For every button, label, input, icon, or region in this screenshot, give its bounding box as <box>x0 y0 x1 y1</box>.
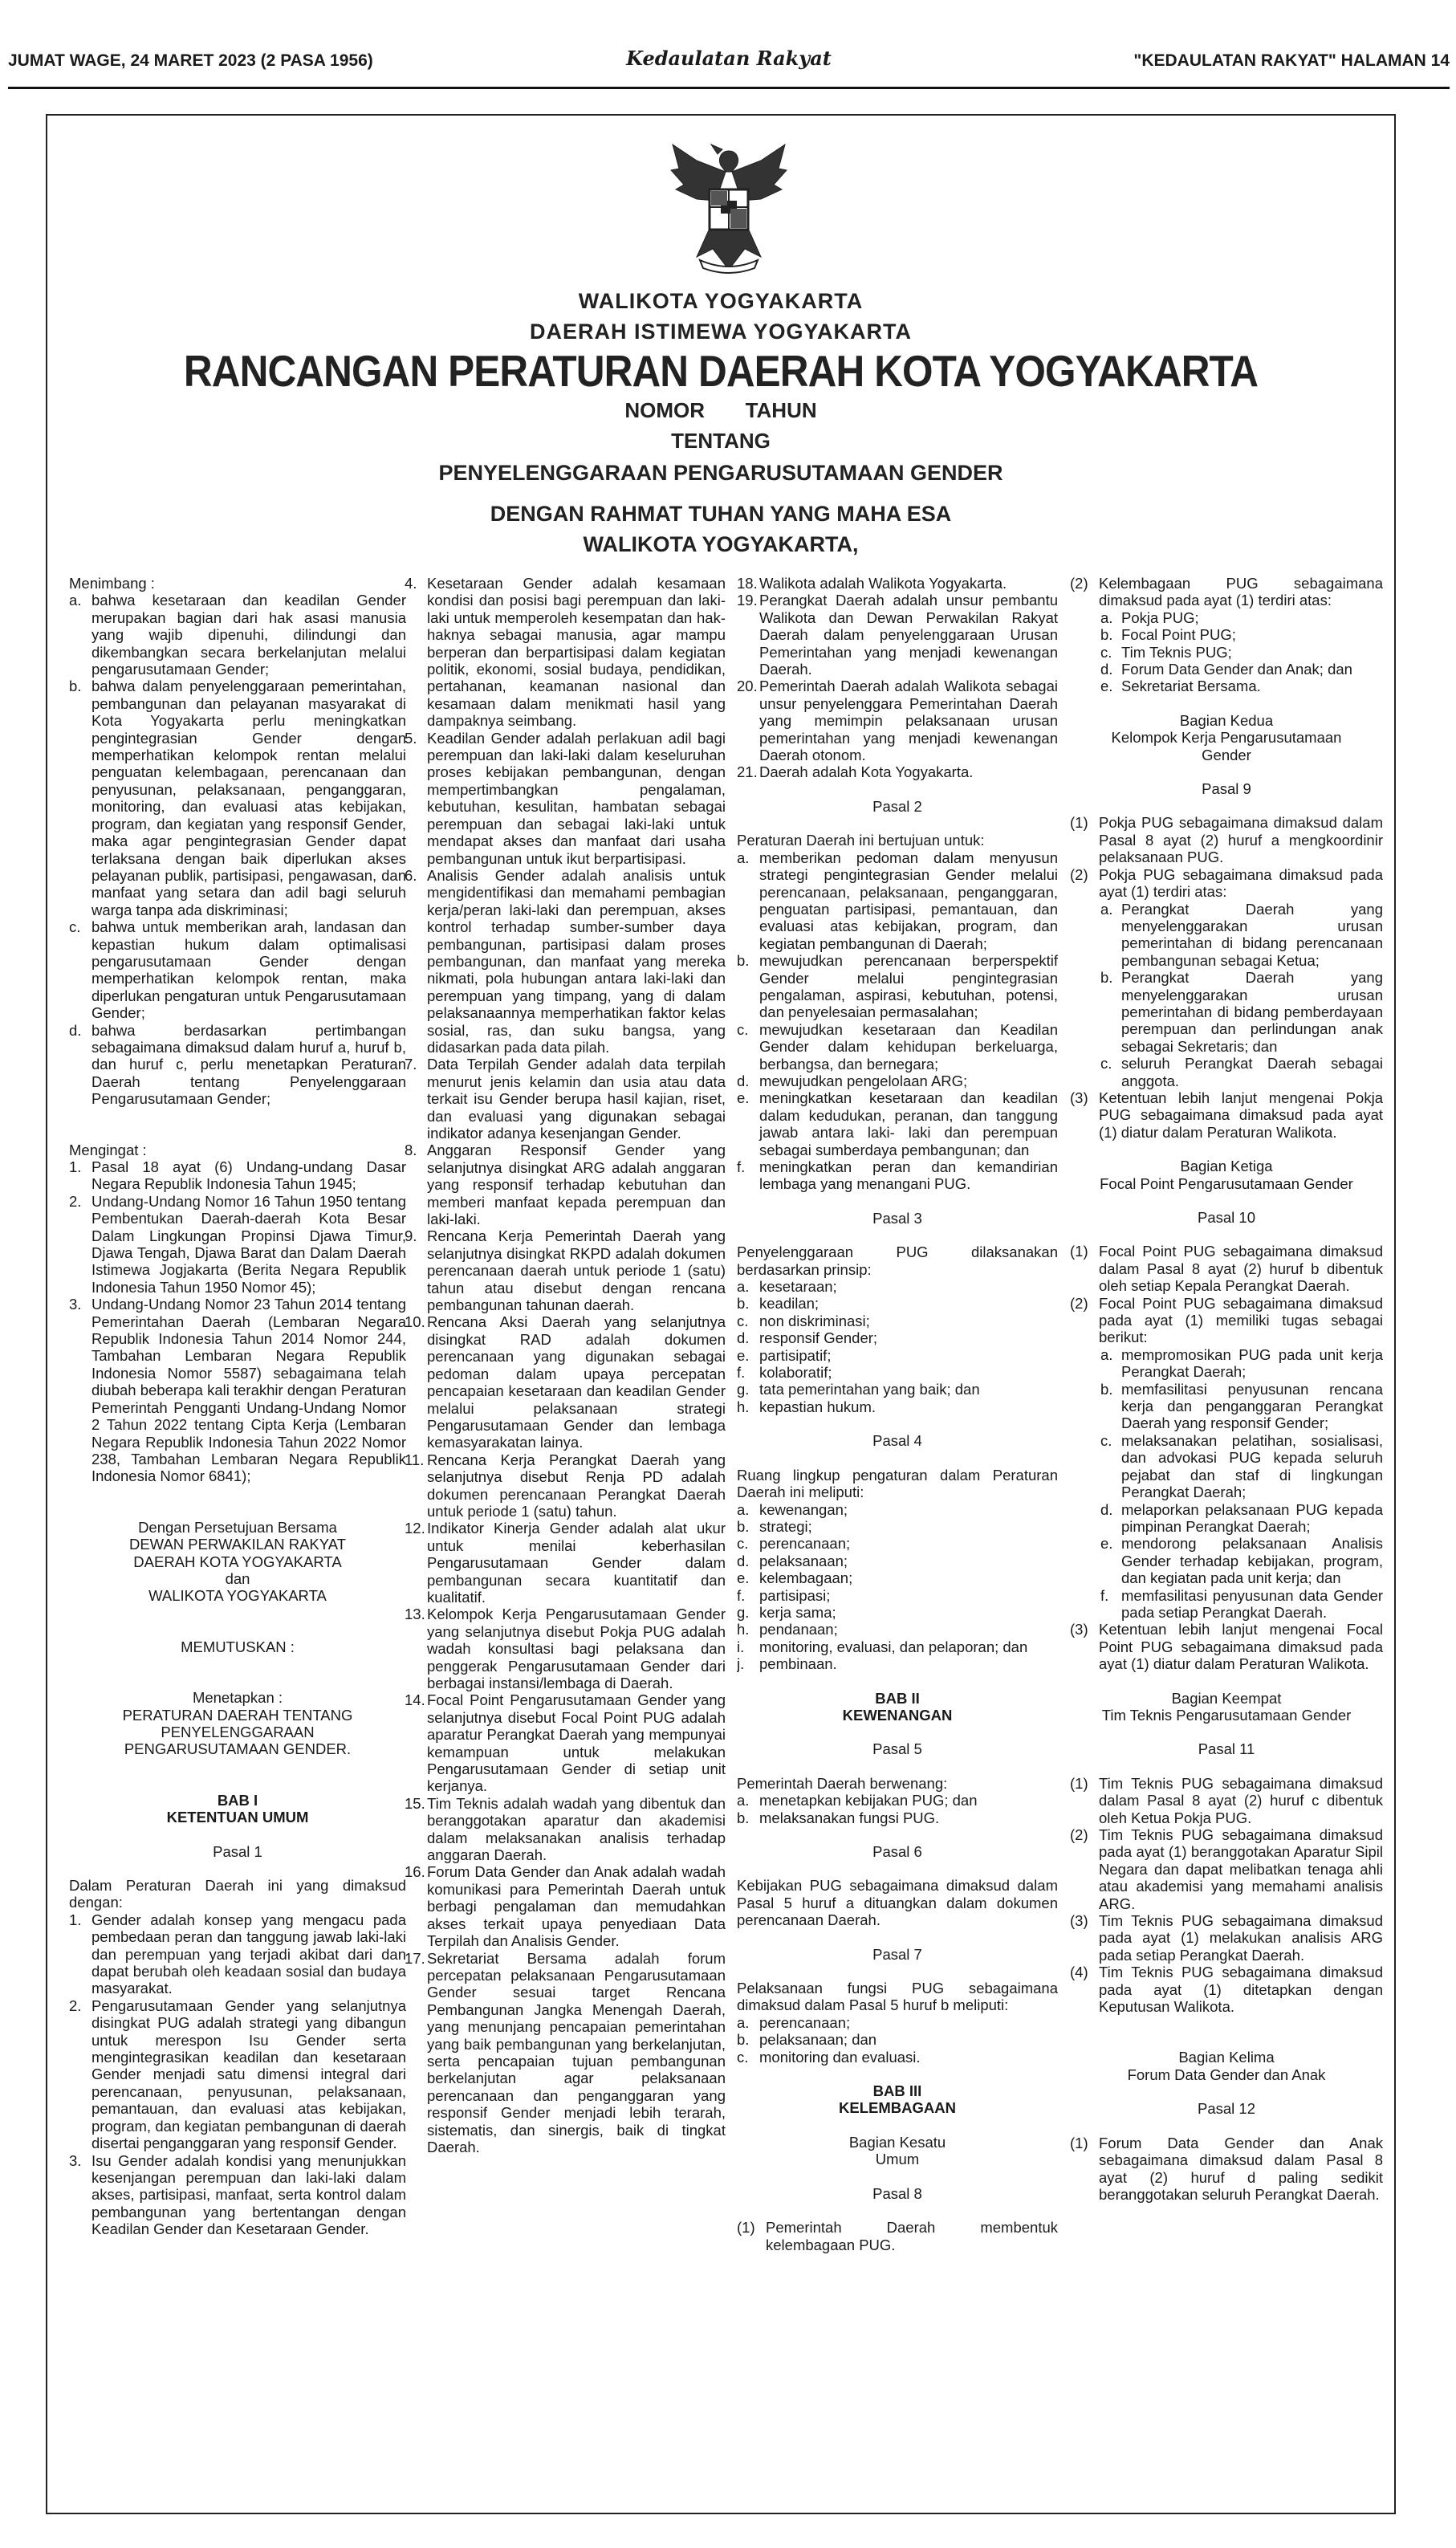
list-item: c. bahwa untuk memberikan arah, landasan dan kepastian hukum dalam optimalisasi pengarusutamaan Gender dengan memperhatikan kelompok rentan, maka diperlukan pengaturan untuk Pengarusutamaan Gender; <box>69 918 406 1022</box>
article-number: Pasal 7 <box>872 1945 922 1963</box>
list-item: e. kelembagaan; <box>737 1569 853 1587</box>
section-number: Bagian Kesatu <box>848 2133 946 2151</box>
section-title: Forum Data Gender dan Anak <box>1127 2066 1326 2083</box>
list-item: f. partisipasi; <box>737 1586 831 1604</box>
article-number: Pasal 11 <box>1198 1740 1255 1758</box>
list-item: a. menetapkan kebijakan PUG; dan <box>737 1792 978 1809</box>
article-intro: Pelaksanaan fungsi PUG sebagaimana dimaksud dalam Pasal 5 huruf b meliputi: <box>737 1980 1058 2014</box>
persetujuan-line: WALIKOTA YOGYAKARTA <box>148 1587 327 1605</box>
list-item: c. mewujudkan kesetaraan dan Keadilan Gender dalam kehidupan berkeluarga, berbangsa, dan bernegara; <box>737 1020 1058 1073</box>
list-item: 13. Kelompok Kerja Pengarusutamaan Gender yang selanjutnya disebut Pokja PUG adalah wadah konsultasi bagi pelaksana dan penggerak Pengarusutamaan Gender dari berbagai instansi/lembaga di Daerah. <box>405 1606 726 1691</box>
persetujuan-line: dan <box>225 1569 250 1587</box>
list-item: 1. Pasal 18 ayat (6) Undang-undang Dasar Negara Republik Indonesia Tahun 1945; <box>69 1158 406 1193</box>
section-title: Kelompok Kerja Pengarusutamaan <box>1111 729 1342 747</box>
list-item: d. Forum Data Gender dan Anak; dan <box>1100 661 1352 678</box>
list-item: a. mempromosikan PUG pada unit kerja Perangkat Daerah; <box>1100 1345 1383 1381</box>
column-2 <box>405 575 726 2505</box>
article-intro: Pemerintah Daerah berwenang: <box>737 1774 948 1792</box>
list-item: 4. Kesetaraan Gender adalah kesamaan kondisi dan posisi bagi perempuan dan laki-laki untuk memperoleh kesempatan dan hak-haknya sebagai manusia, agar mampu berperan dan berpartisipasi dalam kegiatan politik, ekonomi, sosial budaya, pendidikan, pertahanan, keamanan nasional dan kesamaan dalam menikmati hasil yang dampaknya seimbang. <box>405 575 726 730</box>
list-item: 10. Rencana Aksi Daerah yang selanjutnya disingkat RAD adalah dokumen perencanaan yang digunakan sebagai pedoman dalam upaya percepatan pencapaian kesetaraan dan keadilan Gender melalui pelaksanaan strategi Pengarusutamaan Gender dan lembaga kemasyarakatan lainya. <box>405 1313 726 1451</box>
list-item: a. Pokja PUG; <box>1100 609 1199 626</box>
list-item: d. melaporkan pelaksanaan PUG kepada pimpinan Perangkat Daerah; <box>1100 1500 1383 1535</box>
list-item: 6. Analisis Gender adalah analisis untuk mengidentifikasi dan memahami pembagian kerja/peran laki-laki dan perempuan, akses kontrol terhadap sumber-sumber daya pembangunan, partisipasi dalam proses pembangunan, dan manfaat yang mereka nikmati, pola hubungan antara laki-laki dan perempuan yang timpang, yang di dalam pelaksanaannya memperhatikan faktor kelas sosial, ras, dan suku bangsa, yang didasarkan pada data pilah. <box>405 866 726 1056</box>
section-number: Bagian Kedua <box>1179 711 1274 729</box>
list-item: (3) Ketentuan lebih lanjut mengenai Focal Point PUG sebagaimana dimaksud pada ayat (1) diatur dalam Peraturan Walikota. <box>1070 1621 1383 1673</box>
list-item: i. monitoring, evaluasi, dan pelaporan; dan <box>737 1638 1028 1655</box>
list-item: b. mewujudkan perencanaan berperspektif Gender melalui pengintegrasian pengalaman, aspirasi, kebutuhan, potensi, dan penyelesaian permasalahan; <box>737 952 1058 1021</box>
persetujuan-line: Dengan Persetujuan Bersama <box>138 1518 337 1536</box>
list-item: 2. Pengarusutamaan Gender yang selanjutnya disingkat PUG adalah strategi yang dibangun untuk merespon Isu Gender serta mengintegrasikan keadilan dan kesetaraan Gender menjadi satu dimensi integral dari perencanaan, penyusunan, pelaksanaan, pemantauan, dan evaluasi atas kebijakan, program, dan kegiatan pembangunan di daerah disertai penganggaran yang responsif Gender. <box>69 1996 406 2152</box>
list-item: 5. Keadilan Gender adalah perlakuan adil bagi perempuan dan laki-laki dalam keseluruhan proses kebijakan pembangunan, dengan mempertimbangkan pengalaman, kebutuhan, kesulitan, hambatan sebagai perempuan dan sebagai laki-laki untuk mendapat akses dan manfaat dari usaha pembangunan untuk ikut berpartisipasi. <box>405 729 726 867</box>
chapter-title: KETENTUAN UMUM <box>166 1809 309 1826</box>
list-item: 9. Rencana Kerja Pemerintah Daerah yang selanjutnya disingkat RKPD adalah dokumen perencanaan daerah untuk periode 1 (satu) tahun atau disebut dengan rencana pembangunan tahunan daerah. <box>405 1227 726 1314</box>
list-item: (3) Tim Teknis PUG sebagaimana dimaksud pada ayat (1) melakukan analisis ARG pada setiap Perangkat Daerah. <box>1070 1912 1383 1964</box>
list-item: j. pembinaan. <box>737 1655 837 1673</box>
chapter-title: KELEMBAGAAN <box>839 2099 956 2117</box>
garuda-emblem-icon <box>665 136 793 275</box>
section-title: Tim Teknis Pengarusutamaan Gender <box>1101 1706 1352 1724</box>
list-item: g. tata pemerintahan yang baik; dan <box>737 1381 980 1398</box>
list-item: 8. Anggaran Responsif Gender yang selanjutnya disingkat ARG adalah anggaran yang responsif terhadap kebutuhan dan memberi manfaat kepada perempuan dan laki-laki. <box>405 1142 726 1228</box>
menimbang-label: Menimbang : <box>69 575 155 592</box>
list-item: d. pelaksanaan; <box>737 1552 848 1569</box>
chapter-number: BAB II <box>875 1689 920 1707</box>
list-item: a. kewenangan; <box>737 1500 848 1518</box>
article-number: Pasal 12 <box>1198 2100 1255 2118</box>
column-4 <box>1070 575 1383 2505</box>
article-intro: Dalam Peraturan Daerah ini yang dimaksud dengan: <box>69 1877 406 1911</box>
menetapkan-line: Menetapkan : <box>192 1689 283 1707</box>
list-item: a. kesetaraan; <box>737 1278 837 1296</box>
list-item: b. Focal Point PUG; <box>1100 626 1236 644</box>
list-item: 11. Rencana Kerja Perangkat Daerah yang selanjutnya disebut Renja PD adalah dokumen perencanaan Perangkat Daerah untuk periode 1 (satu) tahun. <box>405 1451 726 1520</box>
list-item: d. mewujudkan pengelolaan ARG; <box>737 1072 968 1089</box>
document-title: RANCANGAN PERATURAN DAERAH KOTA YOGYAKARTA <box>183 346 1259 396</box>
article-number: Pasal 6 <box>872 1843 922 1860</box>
section-title: Umum <box>875 2151 920 2168</box>
menetapkan-line: PERATURAN DAERAH TENTANG <box>122 1706 353 1724</box>
list-item: 12. Indikator Kinerja Gender adalah alat ukur untuk menilai keberhasilan Pengarusutamaan Gender dalam pembangunan secara kuantitatif dan kualitatif. <box>405 1520 726 1606</box>
list-item: 16. Forum Data Gender dan Anak adalah wadah komunikasi para Pemerintah Daerah untuk berbagi pengalaman dan memudahkan akses terkait upaya penyediaan Data Terpilah dan Analisis Gender. <box>405 1863 726 1950</box>
persetujuan-line: DAERAH KOTA YOGYAKARTA <box>133 1553 342 1570</box>
article-intro: Ruang lingkup pengaturan dalam Peraturan Daerah ini meliputi: <box>737 1466 1058 1501</box>
section-title: Gender <box>1202 746 1251 763</box>
list-item: c. Tim Teknis PUG; <box>1100 643 1232 661</box>
list-item: 14. Focal Point Pengarusutamaan Gender yang selanjutnya disebut Focal Point PUG adalah aparatur Perangkat Daerah yang mempunyai kemampuan untuk melakukan Pengarusutamaan Gender di setiap unit kerjanya. <box>405 1691 726 1795</box>
list-item: 21. Daerah adalah Kota Yogyakarta. <box>737 763 974 781</box>
list-item: 3. Isu Gender adalah kondisi yang menunjukkan kesenjangan perempuan dan laki-laki dalam akses, partisipasi, manfaat, serta kontrol dalam pembangunan yang bertentangan dengan Keadilan Gender dan Kesetaraan Gender. <box>69 2151 406 2238</box>
list-item: c. perencanaan; <box>737 1535 851 1553</box>
list-item: (2) Kelembagaan PUG sebagaimana dimaksud pada ayat (1) terdiri atas: <box>1070 575 1383 609</box>
list-item: (1) Focal Point PUG sebagaimana dimaksud dalam Pasal 8 ayat (2) huruf b dibentuk oleh setiap Kepala Perangkat Daerah. <box>1070 1243 1383 1295</box>
article-number: Pasal 3 <box>872 1209 922 1227</box>
list-item: d. responsif Gender; <box>737 1329 878 1347</box>
list-item: 15. Tim Teknis adalah wadah yang dibentuk dan beranggotakan aparatur dan akademisi dalam melaksanakan analisis terhadap anggaran Daerah. <box>405 1794 726 1864</box>
heading-tentang: TENTANG <box>671 429 771 453</box>
issue-date: JUMAT WAGE, 24 MARET 2023 (2 PASA 1956) <box>8 51 373 70</box>
list-item: e. Sekretariat Bersama. <box>1100 678 1261 695</box>
list-item: e. meningkatkan kesetaraan dan keadilan dalam kedudukan, peranan, dan tanggung jawab antara laki- laki dan perempuan sebagai sumberdaya pembangunan; dan <box>737 1089 1058 1158</box>
list-item: 7. Data Terpilah Gender adalah data terpilah menurut jenis kelamin dan usia atau data terkait isu Gender berupa hasil kajian, riset, dan evaluasi yang digunakan sebagai indikator adanya kesenjangan Gender. <box>405 1056 726 1142</box>
list-item: 17. Sekretariat Bersama adalah forum percepatan pelaksanaan Pengarusutamaan Gender sesuai target Rencana Pembangunan Jangka Menengah Daerah, yang menunjang pencapaian pemerintahan yang baik pembangunan yang berkelanjutan, serta pencapaian tujuan pembangunan berkelanjutan agar pelaksanaan perencanaan dan penganggaran yang responsif Gender menjadi lebih terarah, sistematis, dan sinergis, baik di tingkat Daerah. <box>405 1949 726 2155</box>
article-number: Pasal 1 <box>213 1842 262 1860</box>
section-number: Bagian Keempat <box>1171 1689 1282 1707</box>
section-title: Focal Point Pengarusutamaan Gender <box>1100 1174 1353 1192</box>
list-item: (1) Pemerintah Daerah membentuk kelembagaan PUG. <box>737 2219 1058 2253</box>
section-number: Bagian Ketiga <box>1180 1158 1273 1175</box>
list-item: b. strategi; <box>737 1517 812 1535</box>
persetujuan-line: DEWAN PERWAKILAN RAKYAT <box>128 1536 346 1553</box>
article-number: Pasal 9 <box>1202 780 1251 798</box>
list-item: 1. Gender adalah konsep yang mengacu pada pembedaan peran dan tanggung jawab laki-laki dan perempuan yang terjadi akibat dari dan dapat berubah oleh keadaan sosial dan budaya masyarakat. <box>69 1911 406 1997</box>
list-item: g. kerja sama; <box>737 1603 836 1621</box>
list-item: (1) Pokja PUG sebagaimana dimaksud dalam Pasal 8 ayat (2) huruf a mengkoordinir pelaksanaan PUG. <box>1070 814 1383 866</box>
heading-rahmat: DENGAN RAHMAT TUHAN YANG MAHA ESA <box>490 502 952 526</box>
list-item: c. melaksanakan pelatihan, sosialisasi, dan advokasi PUG kepada seluruh pejabat dan staf di lingkungan Perangkat Daerah; <box>1100 1431 1383 1501</box>
article-number: Pasal 5 <box>872 1740 922 1758</box>
column-3 <box>737 575 1058 2505</box>
list-item: a. perencanaan; <box>737 2013 851 2031</box>
list-item: (2) Focal Point PUG sebagaimana dimaksud pada ayat (1) memiliki tugas sebagai berikut: <box>1070 1294 1383 1346</box>
header-rule <box>8 87 1450 89</box>
article-number: Pasal 8 <box>872 2184 922 2202</box>
list-item: e. partisipatif; <box>737 1346 832 1364</box>
list-item: h. pendanaan; <box>737 1621 838 1638</box>
list-item: 18. Walikota adalah Walikota Yogyakarta. <box>737 575 1007 592</box>
column-1 <box>69 575 406 2505</box>
heading-walikota-comma: WALIKOTA YOGYAKARTA, <box>583 532 859 556</box>
list-item: a. bahwa kesetaraan dan keadilan Gender merupakan bagian dari hak asasi manusia yang wajib dipenuhi, dilindungi dan dikembangkan secara berkelanjutan melalui pengarusutamaan Gender; <box>69 592 406 678</box>
list-item: f. memfasilitasi penyusunan data Gender pada setiap Perangkat Daerah. <box>1100 1586 1383 1621</box>
list-item: (2) Pokja PUG sebagaimana dimaksud pada ayat (1) terdiri atas: <box>1070 865 1383 901</box>
list-item: b. memfasilitasi penyusunan rencana kerja dan penganggaran Perangkat Daerah yang responsif Gender; <box>1100 1380 1383 1432</box>
list-item: (2) Tim Teknis PUG sebagaimana dimaksud pada ayat (1) beranggotakan Aparatur Sipil Negara dan dapat melibatkan tenaga ahli atau akademisi yang memahami analisis ARG. <box>1070 1826 1383 1912</box>
list-item: e. mendorong pelaksanaan Analisis Gender terhadap kebijakan, program, dan kegiatan pada unit kerja; dan <box>1100 1535 1383 1587</box>
list-item: f. kolaboratif; <box>737 1364 832 1382</box>
list-item: 2. Undang-Undang Nomor 16 Tahun 1950 tentang Pembentukan Daerah-daerah Kota Besar Dalam Lingkungan Propinsi Djawa Timur, Djawa Tengah, Djawa Barat dan Dalam Daerah Istimewa Jogjakarta (Berita Negara Republik Indonesia Tahun 1950 Nomor 45); <box>69 1192 406 1296</box>
chapter-number: BAB III <box>872 2082 922 2100</box>
article-number: Pasal 4 <box>872 1432 922 1450</box>
list-item: 19. Perangkat Daerah adalah unsur pembantu Walikota dan Dewan Perwakilan Rakyat Daerah dalam penyelenggaraan Urusan Pemerintahan yang menjadi kewenangan Daerah. <box>737 592 1058 678</box>
heading-walikota: WALIKOTA YOGYAKARTA <box>578 289 864 313</box>
list-item: (3) Ketentuan lebih lanjut mengenai Pokja PUG sebagaimana dimaksud pada ayat (1) diatur dalam Peraturan Walikota. <box>1070 1089 1383 1141</box>
list-item: f. meningkatkan peran dan kemandirian lembaga yang menangani PUG. <box>737 1158 1058 1193</box>
list-item: c. seluruh Perangkat Daerah sebagai anggota. <box>1100 1055 1383 1089</box>
list-item: c. monitoring dan evaluasi. <box>737 2048 921 2066</box>
page-number: "KEDAULATAN RAKYAT" HALAMAN 14 <box>1133 51 1450 70</box>
list-item: (4) Tim Teknis PUG sebagaimana dimaksud pada ayat (1) ditetapkan dengan Keputusan Walikota. <box>1070 1964 1383 2016</box>
list-item: a. Perangkat Daerah yang menyelenggarakan urusan pemerintahan di bidang perencanaan pembangunan sebagai Ketua; <box>1100 900 1383 969</box>
article-intro: Peraturan Daerah ini bertujuan untuk: <box>737 832 985 849</box>
list-item: b. pelaksanaan; dan <box>737 2031 877 2049</box>
article-intro: Penyelenggaraan PUG dilaksanakan berdasarkan prinsip: <box>737 1243 1058 1278</box>
menetapkan-line: PENGARUSUTAMAAN GENDER. <box>124 1740 352 1758</box>
section-number: Bagian Kelima <box>1178 2049 1275 2066</box>
chapter-title: KEWENANGAN <box>842 1706 953 1724</box>
list-item: (1) Tim Teknis PUG sebagaimana dimaksud dalam Pasal 8 ayat (2) huruf c dibentuk oleh Ketua Pokja PUG. <box>1070 1774 1383 1826</box>
list-item: a. memberikan pedoman dalam menyusun strategi pengintegrasian Gender melalui perencanaan, pelaksanaan, penganggaran, penguatan partisipasi, pemantauan, dan evaluasi atas kebijakan, program, dan kegiatan pembangunan di Daerah; <box>737 849 1058 952</box>
list-item: 20. Pemerintah Daerah adalah Walikota sebagai unsur penyelenggara Pemerintahan Daerah yang memimpin pelaksanaan urusan pemerintahan yang menjadi kewenangan Daerah otonom. <box>737 678 1058 764</box>
menetapkan-line: PENYELENGGARAAN <box>161 1723 315 1740</box>
article-number: Pasal 10 <box>1198 1209 1255 1226</box>
masthead-logo: Kedaulatan Rakyat <box>626 47 832 70</box>
memutuskan: MEMUTUSKAN : <box>181 1638 295 1655</box>
article-number: Pasal 2 <box>872 797 922 815</box>
list-item: c. non diskriminasi; <box>737 1312 870 1329</box>
heading-nomor: NOMOR TAHUN <box>624 398 817 422</box>
list-item: d. bahwa berdasarkan pertimbangan sebagaimana dimaksud dalam huruf a, huruf b, dan huruf c, perlu menetapkan Peraturan Daerah tentang Penyelenggaraan Pengarusutamaan Gender; <box>69 1021 406 1108</box>
heading-diy: DAERAH ISTIMEWA YOGYAKARTA <box>529 320 913 344</box>
list-item: (1) Forum Data Gender dan Anak sebagaimana dimaksud dalam Pasal 8 ayat (2) huruf d paling sedikit beranggotakan seluruh Perangkat Daerah. <box>1070 2134 1383 2203</box>
list-item: b. Perangkat Daerah yang menyelenggarakan urusan pemerintahan di bidang pemberdayaan perempuan dan perlindungan anak sebagai Sekretaris; dan <box>1100 969 1383 1055</box>
list-item: h. kepastian hukum. <box>737 1398 876 1415</box>
mengingat-label: Mengingat : <box>69 1141 147 1158</box>
article-text: Kebijakan PUG sebagaimana dimaksud dalam Pasal 5 huruf a dituangkan dalam dokumen perencanaan Daerah. <box>737 1877 1058 1929</box>
list-item: b. bahwa dalam penyelenggaraan pemerintahan, pembangunan dan pelayanan masyarakat di Kota Yogyakarta perlu meningkatkan pengintegrasian Gender dengan memperhatikan kelompok rentan melalui penguatan kelembagaan, perencanaan dan penyusunan, pelaksanaan, penganggaran, monitoring, dan evaluasi atas kebijakan, program, dan kegiatan yang responsif Gender, maka agar pengintegrasian Gender dapat terlaksana dengan baik diperlukan akses pelayanan publik, partisipasi, pengawasan, dan manfaat yang setara dan adil bagi seluruh warga tanpa ada diskriminasi; <box>69 678 406 918</box>
heading-subject: PENYELENGGARAAN PENGARUSUTAMAAN GENDER <box>438 461 1003 485</box>
list-item: b. melaksanakan fungsi PUG. <box>737 1809 940 1826</box>
list-item: b. keadilan; <box>737 1295 820 1313</box>
list-item: 3. Undang-Undang Nomor 23 Tahun 2014 tentang Pemerintahan Daerah (Lembaran Negara Republik Indonesia Tahun 2014 Nomor 244, Tambahan Lembaran Negara Republik Indonesia Nomor 5587) sebagaimana telah diubah beberapa kali terakhir dengan Peraturan Pemerintah Pengganti Undang-Undang Nomor 2 Tahun 2022 tentang Cipta Kerja (Lembaran Negara Republik Indonesia Tahun 2022 Nomor 238, Tambahan Lembaran Negara Republik Indonesia Nomor 6841); <box>69 1296 406 1485</box>
chapter-number: BAB I <box>217 1791 258 1809</box>
page-header <box>8 47 1450 79</box>
